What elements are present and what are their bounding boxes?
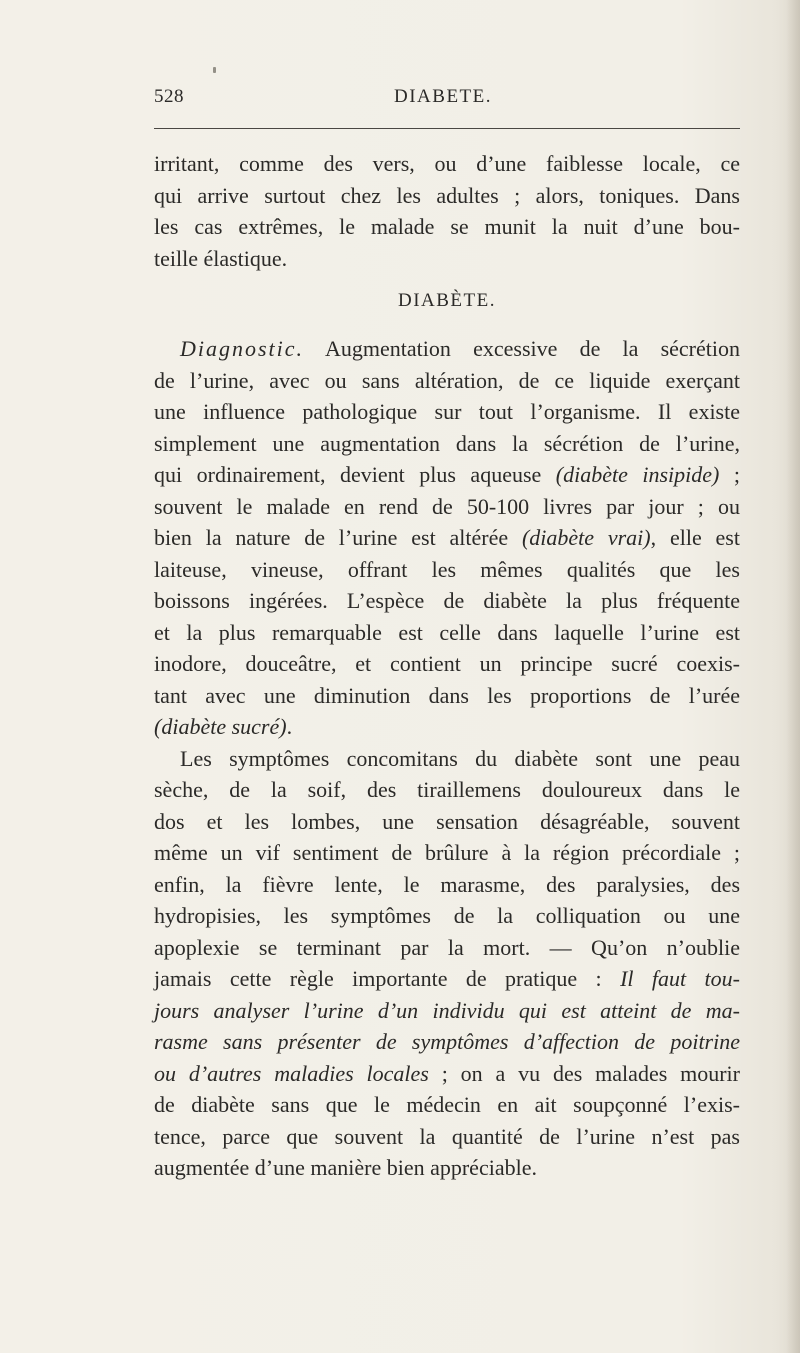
text-line: de l’urine, avec ou sans altération, de ce liquide exerçant [154, 367, 740, 393]
text-line [154, 522, 740, 554]
text-line: Les symptômes concomitans du diabète sont une peau [180, 745, 740, 771]
text-line: augmentée d’une manière bien appréciable. [154, 1155, 537, 1180]
italic-term: (diabète sucré) [154, 714, 287, 739]
text-line: hydropisies, les symptômes de la colliquation ou une [154, 903, 740, 928]
text-run: ; [719, 462, 740, 487]
text-line: enfin, la fièvre lente, le marasme, des paralysies, des [154, 871, 740, 897]
italic-term: (diabète vrai) [521, 525, 651, 550]
body-text [154, 148, 740, 1184]
text-run: jamais cette règle importante de pratique : [154, 966, 621, 991]
text-line [154, 333, 740, 365]
page-header [154, 86, 714, 116]
text-line: et la plus remarquable est celle dans laquelle l’urine est [154, 619, 740, 645]
text-run: bien la nature de l’urine est altérée [154, 525, 522, 550]
text-line: inodore, douceâtre, et contient un principe sucré coexis- [154, 651, 740, 676]
text-line: les cas extrêmes, le malade se munit la nuit d’une bou- [154, 214, 740, 239]
italic-rule: jours analyser l’urine d’un individu qui est atteint de ma- [154, 997, 740, 1023]
spacer [154, 323, 740, 333]
section-title: DIABÈTE. [397, 290, 496, 311]
text-line: tant avec une diminution dans les proportions de l’urée [154, 682, 740, 708]
italic-term: (diabète insipide) [555, 462, 720, 487]
italic-rule: ou d’autres maladies locales [154, 1060, 429, 1086]
text-line [154, 995, 740, 1027]
text-line: boissons ingérées. L’espèce de diabète la plus fréquente [154, 588, 740, 613]
text-line: irritant, comme des vers, ou d’une faiblesse locale, ce [154, 151, 740, 176]
text-run: Augmentation excessive de la sécrétion [304, 336, 740, 361]
page-edge-shadow [786, 0, 800, 1353]
text-line: tence, parce que souvent la quantité de l’urine n’est pas [154, 1123, 740, 1149]
running-head: DIABETE. [394, 86, 493, 107]
text-line: même un vif sentiment de brûlure à la région précordiale ; [154, 840, 740, 865]
text-run: ; on a vu des malades mourir [428, 1060, 740, 1086]
text-line [154, 1026, 740, 1058]
text-line: teille élastique. [154, 245, 288, 271]
text-line: de diabète sans que le médecin en ait soupçonné l’exis- [154, 1092, 740, 1117]
diagnostic-lead: Diagnostic. [180, 336, 305, 361]
text-line: apoplexie se terminant par la mort. — Qu’on n’oublie [154, 934, 740, 960]
text-line [154, 711, 740, 743]
text-run: , elle est [650, 525, 740, 550]
text-line: laiteuse, vineuse, offrant les mêmes qualités que les [154, 556, 740, 582]
text-line: une influence pathologique sur tout l’organisme. Il existe [154, 399, 740, 424]
text-line: sèche, de la soif, des tiraillemens douloureux dans le [154, 777, 740, 802]
italic-rule: rasme sans présenter de symptômes d’affection de poitrine [154, 1029, 740, 1054]
text-line: qui arrive surtout chez les adultes ; alors, toniques. Dans [154, 182, 740, 208]
header-rule [154, 128, 740, 129]
page-number: 528 [154, 86, 184, 107]
text-line: dos et les lombes, une sensation désagréable, souvent [154, 808, 740, 834]
ink-speck [213, 67, 216, 73]
text-line [154, 1058, 740, 1090]
text-line [154, 459, 740, 491]
text-line: simplement une augmentation dans la sécrétion de l’urine, [154, 430, 740, 456]
text-line [154, 963, 740, 995]
text-run: . [286, 714, 293, 739]
italic-rule: Il faut tou- [620, 966, 740, 991]
text-line: souvent le malade en rend de 50-100 livres par jour ; ou [154, 493, 740, 519]
text-run: qui ordinairement, devient plus aqueuse [154, 462, 556, 487]
